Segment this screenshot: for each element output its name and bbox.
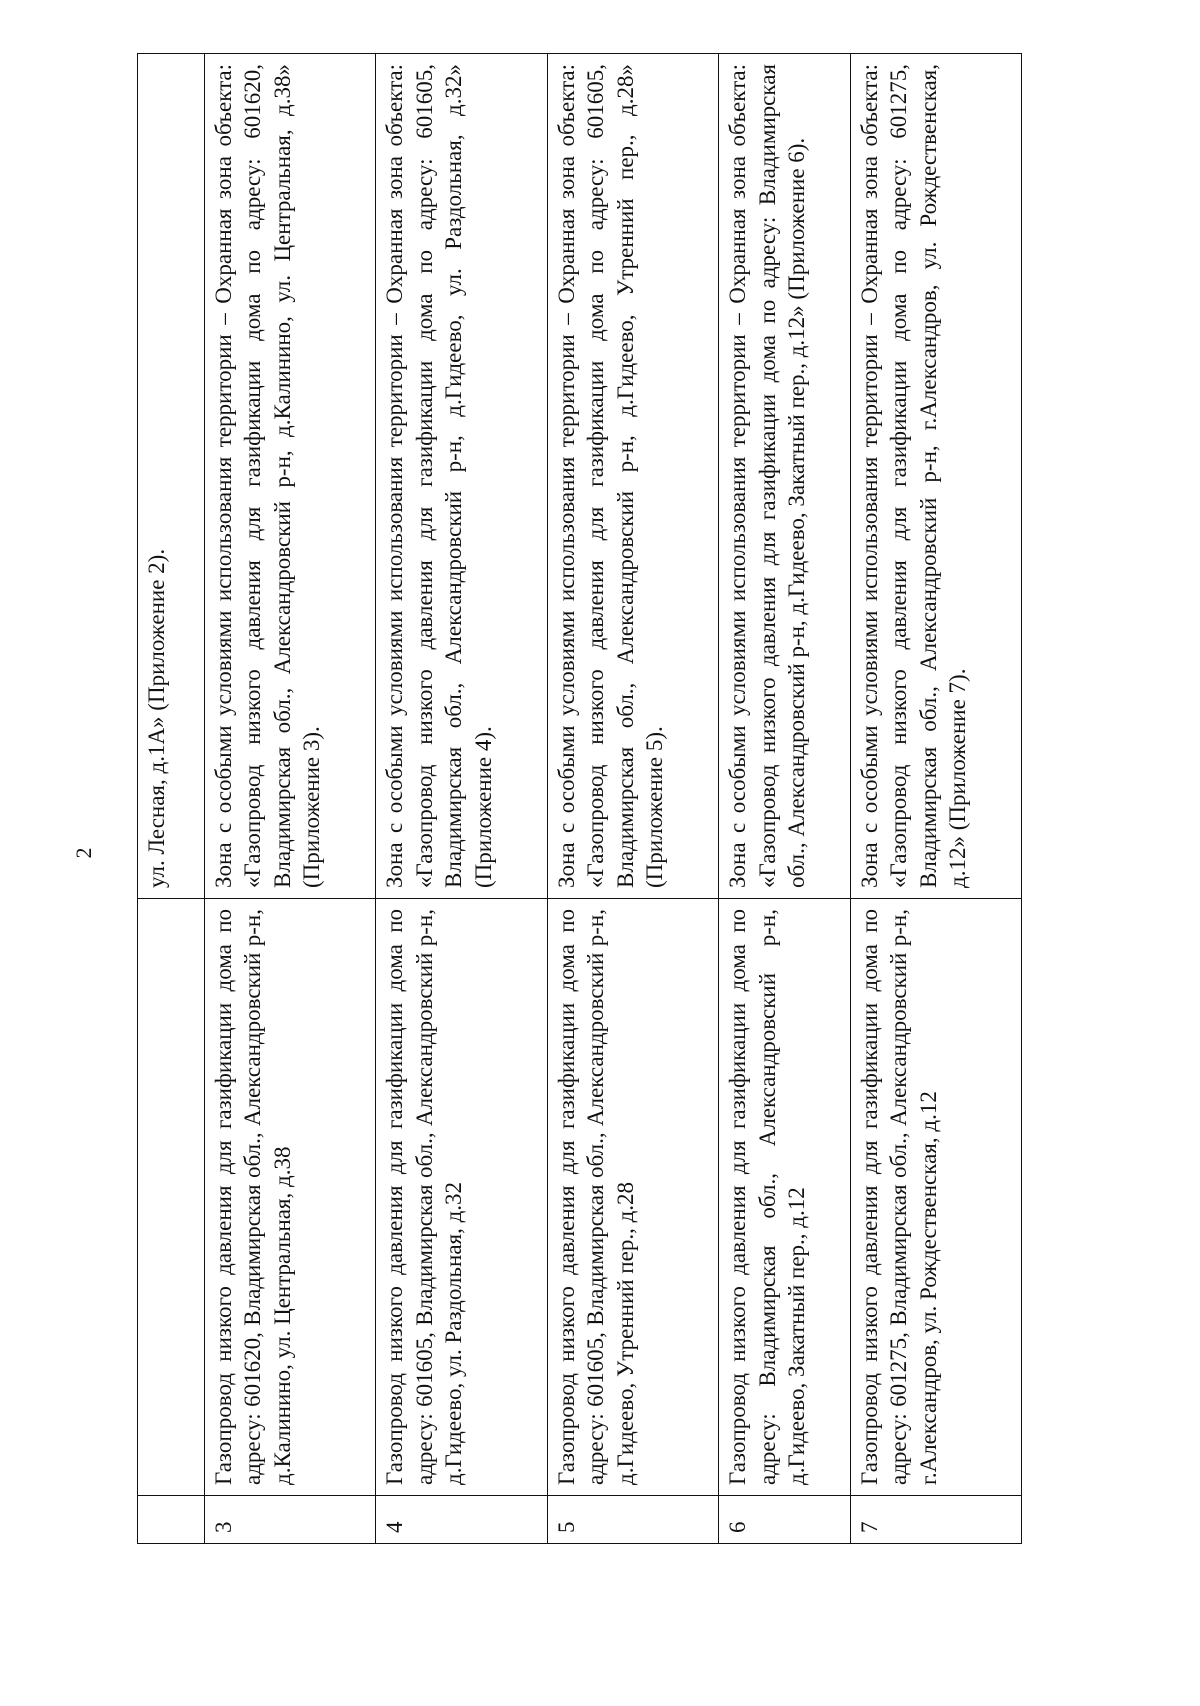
table-row [547,54,718,1544]
object-cell: Газопровод низкого давления для газификации дома по адресу: 601605, Владимирская обл., Александровский р-н, д.Гидеево, Утренний пер., д.28 [547,899,718,1496]
table-row [138,54,205,1544]
zones-table [137,53,1022,1544]
zone-cell: Зона с особыми условиями использования территории – Охранная зона объекта: «Газопровод низкого давления для газификации дома по адресу: 601275, Владимирская обл., Александровский р-н, г.Александров, ул. Рождественская, д.12» (Приложение 7). [850,54,1021,899]
row-number-cell: 7 [850,1496,1021,1544]
object-cell: Газопровод низкого давления для газификации дома по адресу: Владимирская обл., Александровский р-н, д.Гидеево, Закатный пер., д.12 [719,899,851,1496]
row-number-cell: 6 [719,1496,851,1544]
table-row [719,54,851,1544]
object-cell [138,899,205,1496]
row-number-cell: 3 [205,1496,376,1544]
zone-cell: Зона с особыми условиями использования территории – Охранная зона объекта: «Газопровод низкого давления для газификации дома по адресу: 601620, Владимирская обл., Александровский р-н, д.Калинино, ул. Центральная, д.38» (Приложение 3). [205,54,376,899]
object-cell: Газопровод низкого давления для газификации дома по адресу: 601275, Владимирская обл., Александровский р-н, г.Александров, ул. Рождественская, д.12 [850,899,1021,1496]
table-row [376,54,547,1544]
zone-cell: Зона с особыми условиями использования территории – Охранная зона объекта: «Газопровод низкого давления для газификации дома по адресу: Владимирская обл., Александровский р-н, д.Гидеево, Закатный пер., д.12» (Приложение 6). [719,54,851,899]
table-row [850,54,1021,1544]
row-number-cell: 5 [547,1496,718,1544]
page-number: 2 [71,847,96,859]
zone-cell: ул. Лесная, д.1А» (Приложение 2). [138,54,205,899]
row-number-cell: 4 [376,1496,547,1544]
object-cell: Газопровод низкого давления для газификации дома по адресу: 601620, Владимирская обл., Александровский р-н, д.Калинино, ул. Центральная, д.38 [205,899,376,1496]
zone-cell: Зона с особыми условиями использования территории – Охранная зона объекта: «Газопровод низкого давления для газификации дома по адресу: 601605, Владимирская обл., Александровский р-н, д.Гидеево, Утренний пер., д.28» (Приложение 5). [547,54,718,899]
row-number-cell [138,1496,205,1544]
zone-cell: Зона с особыми условиями использования территории – Охранная зона объекта: «Газопровод низкого давления для газификации дома по адресу: 601605, Владимирская обл., Александровский р-н, д.Гидеево, ул. Раздольная, д.32» (Приложение 4). [376,54,547,899]
table-row [205,54,376,1544]
object-cell: Газопровод низкого давления для газификации дома по адресу: 601605, Владимирская обл., Александровский р-н, д.Гидеево, ул. Раздольная, д.32 [376,899,547,1496]
rotated-table-container [137,54,1022,1544]
